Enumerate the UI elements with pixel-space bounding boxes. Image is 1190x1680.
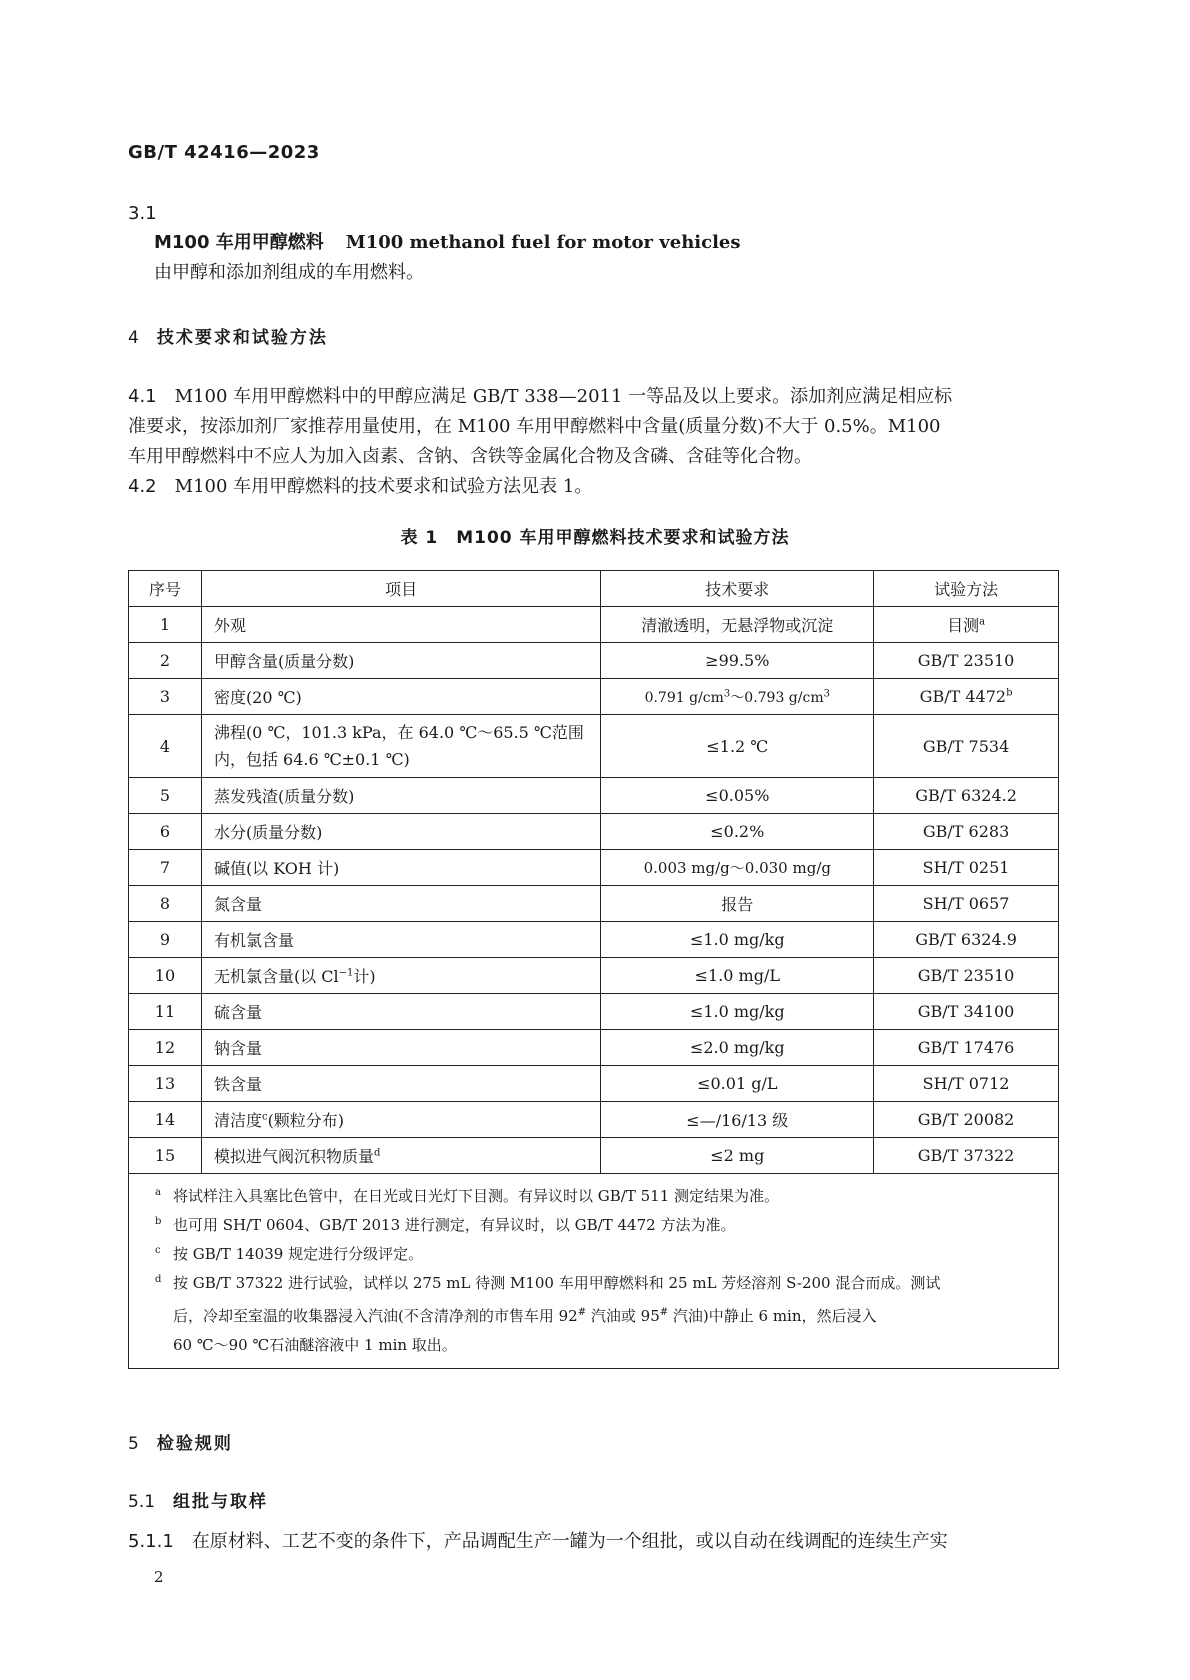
cell-no: 6 (129, 814, 202, 850)
footnote-a: a 将试样注入具塞比色管中，在日光或日光灯下目测。有异议时以 GB/T 511 测定结果为准。 (155, 1187, 780, 1205)
footnote-d: d 按 GB/T 37322 进行试验，试样以 275 mL 待测 M100 车用甲醇燃料和 25 mL 芳烃溶剂 S-200 混合而成。测试 后，冷却至室温的收集器浸入汽油(不含清净剂的市售车用 92# 汽油或 95# 汽油)中静止 6 min，然后浸入 60 ℃～90 ℃石油醚溶液中 1 min 取出。 (155, 1274, 941, 1354)
clause-4-1-line2: 准要求，按添加剂厂家推荐用量使用，在 M100 车用甲醇燃料中含量(质量分数)不大于 0.5%。M100 (128, 416, 941, 437)
clause-4-2: 4.2 M100 车用甲醇燃料的技术要求和试验方法见表 1。 (128, 476, 593, 497)
term-en: M100 methanol fuel for motor vehicles (345, 232, 741, 253)
cell-requirement: ≤2 mg (601, 1138, 874, 1174)
table-row (129, 607, 1059, 643)
cell-item: 密度(20 ℃) (201, 679, 601, 715)
cell-item: 甲醇含量(质量分数) (201, 643, 601, 679)
cell-no: 9 (129, 922, 202, 958)
cell-method: 目测$^a$ (874, 607, 1059, 643)
cell-method: GB/T 6324.2 (874, 778, 1059, 814)
cell-requirement: ≥99.5% (601, 643, 874, 679)
table-footnotes-row (129, 1174, 1059, 1369)
cell-method: GB/T 23510 (874, 958, 1059, 994)
cell-item: 铁含量 (201, 1066, 601, 1102)
cell-requirement: ≤1.0 mg/kg (601, 994, 874, 1030)
cell-item: 水分(质量分数) (201, 814, 601, 850)
cell-no: 3 (129, 679, 202, 715)
cell-method: GB/T 4472$^b$ (874, 679, 1059, 715)
table-header-row (129, 571, 1059, 607)
page-number: 2 (154, 1568, 164, 1586)
table-row (129, 1102, 1059, 1138)
cell-method: GB/T 23510 (874, 643, 1059, 679)
cell-no: 2 (129, 643, 202, 679)
table-row (129, 850, 1059, 886)
cell-requirement: ≤1.0 mg/L (601, 958, 874, 994)
cell-requirement: 清澈透明，无悬浮物或沉淀 (601, 607, 874, 643)
section-heading-5-1: 5.1 组批与取样 (128, 1492, 269, 1512)
cell-method: SH/T 0657 (874, 886, 1059, 922)
table-row (129, 886, 1059, 922)
cell-no: 4 (129, 715, 202, 778)
table-row (129, 679, 1059, 715)
header-item: 项目 (201, 571, 601, 607)
cell-item: 硫含量 (201, 994, 601, 1030)
term-definition: 由甲醇和添加剂组成的车用燃料。 (154, 262, 424, 283)
header-no: 序号 (129, 571, 202, 607)
cell-method: SH/T 0251 (874, 850, 1059, 886)
section-heading-5: 5 检验规则 (128, 1434, 233, 1454)
standard-code: GB/T 42416—2023 (128, 142, 320, 163)
table-row (129, 958, 1059, 994)
cell-method: GB/T 20082 (874, 1102, 1059, 1138)
spec-table (128, 570, 1059, 1369)
table-caption: 表 1 M100 车用甲醇燃料技术要求和试验方法 (400, 528, 790, 548)
table-row (129, 922, 1059, 958)
cell-method: GB/T 34100 (874, 994, 1059, 1030)
clause-4-1-line1: 4.1 M100 车用甲醇燃料中的甲醇应满足 GB/T 338—2011 一等品及以上要求。添加剂应满足相应标 (128, 386, 953, 407)
cell-item: 无机氯含量(以 $Cl^{-1}$计) (201, 958, 601, 994)
cell-no: 14 (129, 1102, 202, 1138)
cell-requirement: 0.791 $g/cm^3\sim 0.793$ $g/cm^3$ (601, 679, 874, 715)
cell-no: 7 (129, 850, 202, 886)
cell-item: 沸程(0 ℃，101.3 kPa，在 64.0 ℃～65.5 ℃范围 内，包括 64.6 ℃±0.1 ℃) (201, 715, 601, 778)
header-method: 试验方法 (874, 571, 1059, 607)
table-row (129, 1138, 1059, 1174)
clause-5-1-1: 5.1.1 在原材料、工艺不变的条件下，产品调配生产一罐为一个组批，或以自动在线调配的连续生产实 (128, 1531, 948, 1552)
cell-item: 蒸发残渣(质量分数) (201, 778, 601, 814)
clause-number-3-1: 3.1 (128, 203, 157, 224)
cell-no: 11 (129, 994, 202, 1030)
cell-item: 碱值(以 KOH 计) (201, 850, 601, 886)
footnote-b: b 也可用 SH/T 0604、GB/T 2013 进行测定，有异议时，以 GB/T 4472 方法为准。 (155, 1216, 736, 1234)
table-footnotes (129, 1174, 1059, 1369)
cell-requirement: ≤2.0 mg/kg (601, 1030, 874, 1066)
cell-requirement: ≤0.01 g/L (601, 1066, 874, 1102)
table-row (129, 1066, 1059, 1102)
cell-no: 12 (129, 1030, 202, 1066)
cell-item: 有机氯含量 (201, 922, 601, 958)
cell-no: 5 (129, 778, 202, 814)
cell-no: 1 (129, 607, 202, 643)
cell-method: GB/T 7534 (874, 715, 1059, 778)
cell-no: 8 (129, 886, 202, 922)
header-requirement: 技术要求 (601, 571, 874, 607)
cell-method: SH/T 0712 (874, 1066, 1059, 1102)
clause-4-1-line3: 车用甲醇燃料中不应人为加入卤素、含钠、含铁等金属化合物及含磷、含硅等化合物。 (128, 446, 812, 467)
cell-no: 10 (129, 958, 202, 994)
cell-method: GB/T 17476 (874, 1030, 1059, 1066)
table-row (129, 643, 1059, 679)
table-row (129, 814, 1059, 850)
table-row (129, 778, 1059, 814)
table-row (129, 1030, 1059, 1066)
cell-item: 氮含量 (201, 886, 601, 922)
footnote-c: c 按 GB/T 14039 规定进行分级评定。 (155, 1245, 424, 1263)
spec-table-wrap (128, 570, 1059, 1369)
cell-item: 清洁度$^c$(颗粒分布) (201, 1102, 601, 1138)
cell-requirement: 0.003 mg/g～0.030 mg/g (601, 850, 874, 886)
clause-4-1 (128, 382, 1068, 472)
cell-method: GB/T 37322 (874, 1138, 1059, 1174)
section-heading-4: 4 技术要求和试验方法 (128, 328, 328, 348)
cell-item: 模拟进气阀沉积物质量$^d$ (201, 1138, 601, 1174)
cell-item: 钠含量 (201, 1030, 601, 1066)
cell-requirement: ≤—/16/13 级 (601, 1102, 874, 1138)
cell-item: 外观 (201, 607, 601, 643)
cell-requirement: ≤1.2 ℃ (601, 715, 874, 778)
cell-requirement: 报告 (601, 886, 874, 922)
table-row (129, 994, 1059, 1030)
table-row (129, 715, 1059, 778)
cell-method: GB/T 6283 (874, 814, 1059, 850)
cell-requirement: ≤0.2% (601, 814, 874, 850)
cell-requirement: ≤0.05% (601, 778, 874, 814)
cell-no: 13 (129, 1066, 202, 1102)
cell-requirement: ≤1.0 mg/kg (601, 922, 874, 958)
cell-no: 15 (129, 1138, 202, 1174)
cell-method: GB/T 6324.9 (874, 922, 1059, 958)
term-heading (154, 228, 741, 258)
term-cn: M100 车用甲醇燃料 (154, 232, 324, 253)
